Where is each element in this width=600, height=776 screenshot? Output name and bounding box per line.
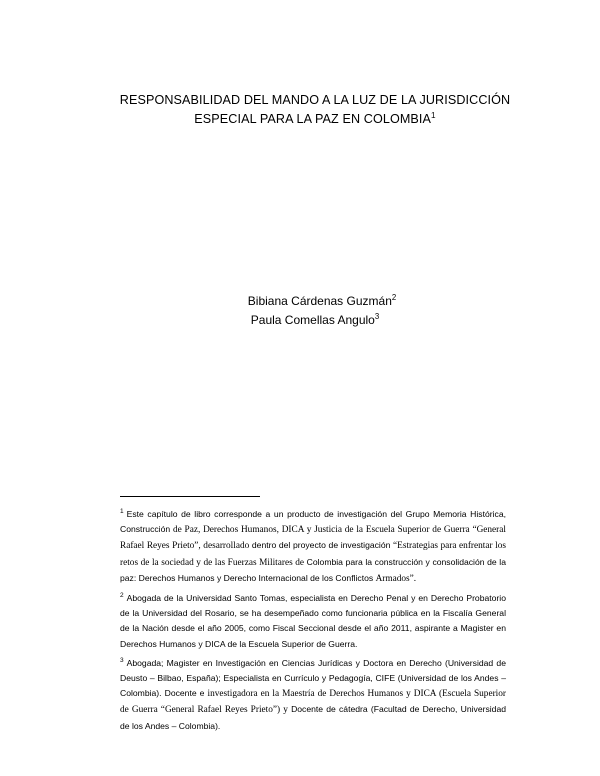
footnotes-section	[120, 507, 506, 738]
title-line-2	[100, 110, 530, 129]
footnote-1-part6: Armados”.	[375, 573, 417, 584]
footnote-separator	[120, 496, 260, 497]
title-line-2-text: ESPECIAL PARA LA PAZ EN COLOMBIA	[194, 112, 432, 126]
footnote-3-part3: Docente de cátedra (Facultad de Derecho, Universidad de los Andes – Colombia).	[120, 704, 507, 731]
author-1-name: Bibiana Cárdenas Guzmán	[247, 294, 392, 308]
title-line-1: RESPONSABILIDAD DEL MANDO A LA LUZ DE LA JURISDICCIÓN	[119, 93, 511, 107]
footnote-2-text: Abogada de la Universidad Santo Tomas, especialista en Derecho Penal y en Derecho Probatorio de la Universidad del Rosario, se ha desempeñado como funcionaria pública en la Fiscalía General de la Nación desde el año 2005, como Fiscal Seccional desde el año 2011, aspirante a Magister en Derechos Humanos y DICA de la Escuela Superior de Guerra.	[120, 593, 506, 649]
footnote-1-part5: Colombia para la construcción y consolidación de la paz: Derechos Humanos y Derecho Internacional de los Conflictos	[120, 556, 506, 583]
footnote-3-part2: investigadora en la Maestría de Derechos Humanos y DICA (Escuela Superior de Guerra “General Rafael Reyes Prieto”) y	[120, 689, 506, 716]
footnote-1-part2: de Paz, Derechos Humanos, DICA y Justicia de la Escuela Superior de Guerra “General Rafael Reyes Prieto”, desarrollado	[120, 525, 506, 552]
footnote-1-part3: dentro del proyecto de investigación	[249, 540, 394, 551]
title-footnote-ref[interactable]: 1	[431, 110, 436, 120]
author-1-footnote-ref[interactable]: 2	[391, 293, 397, 302]
footnote-3: 3 Abogada; Magister en Investigación en Ciencias Jurídicas y Doctora en Derecho (Universidad de Deusto – Bilbao, España); Especialista en Currículo y Pedagogía, CIFE (Universidad de los Andes – Colombia). Docente e investigadora en la Maestría de Derechos Humanos y DICA (Escuela Superior de Guerra “General Rafael Reyes Prieto”) y Docente de cátedra (Facultad de Derecho, Universidad de los Andes – Colombia).	[120, 656, 507, 731]
footnote-1-part4: “Estrategias para enfrentar los retos de la sociedad y de las Fuerzas Militares de	[120, 541, 507, 568]
footnote-3-part1: Abogada; Magister en Investigación en Ciencias Jurídicas y Doctora en Derecho (Universidad de Deusto – Bilbao, España); Especialista en Currículo y Pedagogía, CIFE (Universidad de los Andes – Colombia). Docente e	[120, 657, 506, 699]
author-2-name: Paula Comellas Angulo	[250, 313, 375, 327]
footnote-2: 2 Abogada de la Universidad Santo Tomas, especialista en Derecho Penal y en Derecho Probatorio de la Universidad del Rosario, se ha desempeñado como funcionaria pública en la Fiscalía General de la Nación desde el año 2005, como Fiscal Seccional desde el año 2011, aspirante a Magister en Derechos Humanos y DICA de la Escuela Superior de Guerra.	[120, 592, 506, 649]
footnote-1: 1 Este capítulo de libro corresponde a un producto de investigación del Grupo Memoria Histórica, Construcción de Paz, Derechos Humanos, DICA y Justicia de la Escuela Superior de Guerra “General Rafael Reyes Prieto”, desarrollado dentro del proyecto de investigación “Estrategias para enfrentar los retos de la sociedad y de las Fuerzas Militares de Colombia para la construcción y consolidación de la paz: Derechos Humanos y Derecho Internacional de los Conflictos Armados”.	[120, 508, 507, 584]
author-list	[100, 292, 530, 330]
footnote-1-part1: Este capítulo de libro corresponde a un producto de investigación del Grupo Memoria Histórica, Construcción	[120, 509, 506, 535]
author-2	[100, 311, 530, 330]
author-1	[100, 292, 530, 311]
author-2-footnote-ref[interactable]: 3	[374, 312, 380, 321]
chapter-title	[100, 91, 530, 129]
